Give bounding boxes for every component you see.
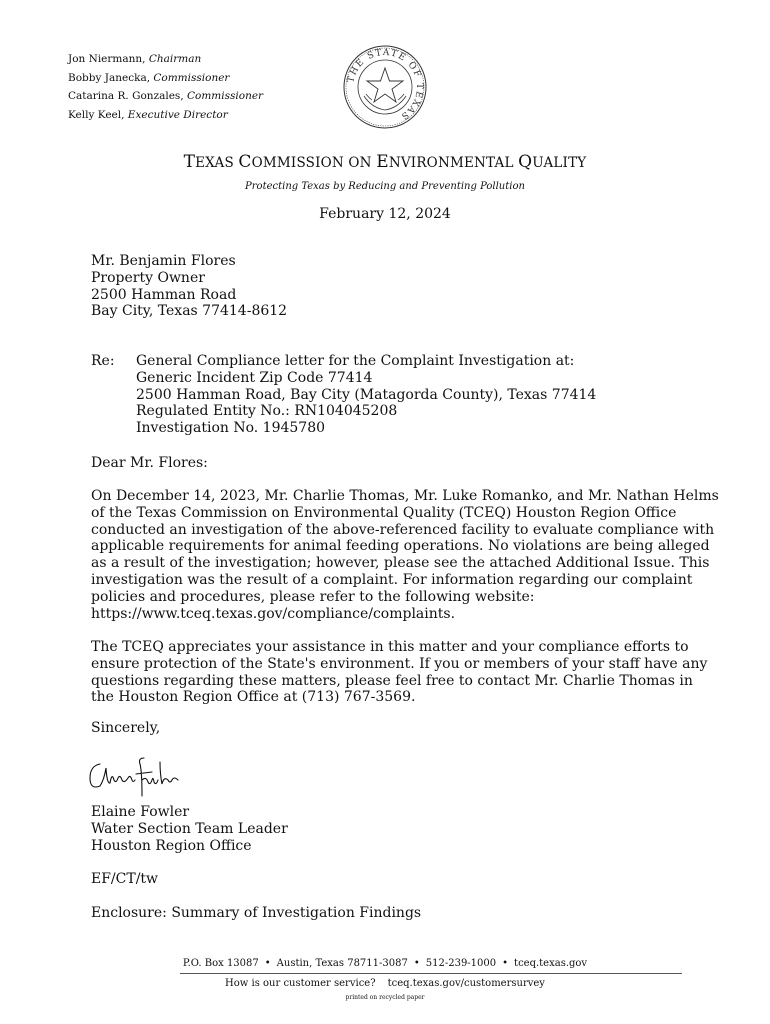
official-title: Executive Director: [127, 108, 228, 121]
agency-word: [518, 152, 586, 172]
paragraph-line: conducted an investigation of the above-referenced facility to evaluate compliance with: [91, 521, 715, 538]
salutation: Dear Mr. Flores:: [91, 455, 208, 471]
officials-list: [68, 50, 263, 124]
paragraph-line: as a result of the investigation; however, please see the attached Additional Issue. This: [91, 555, 710, 572]
bullet-separator: •: [264, 958, 271, 969]
agency-smallcaps: OMMISSION ON: [251, 155, 377, 171]
footer-divider: [180, 973, 682, 974]
handwritten-signature: [86, 750, 186, 800]
footer-survey: [0, 978, 770, 989]
texas-state-seal: [342, 44, 428, 130]
official-commissioner-1: [68, 69, 263, 88]
body-paragraph-2: [91, 639, 708, 706]
footer-website-link[interactable]: tceq.texas.gov: [514, 958, 588, 969]
recipient-role: Property Owner: [91, 269, 205, 286]
bullet-separator: •: [502, 958, 509, 969]
body-paragraph-1: [91, 488, 719, 622]
survey-prompt: How is our customer service?: [225, 978, 376, 989]
agency-word: [376, 152, 518, 172]
agency-initial: C: [238, 152, 252, 172]
signer-office: Houston Region Office: [91, 837, 252, 854]
recipient-address: [91, 253, 287, 320]
paragraph-line: policies and procedures, please refer to the following website:: [91, 588, 535, 605]
paragraph-line: The TCEQ appreciates your assistance in this matter and your compliance efforts to: [91, 639, 689, 655]
paragraph-line: ensure protection of the State's environment. If you or members of your staff have any: [91, 655, 708, 672]
agency-name: [0, 152, 770, 172]
signer-block: [91, 804, 288, 854]
paragraph-line: the Houston Region Office at (713) 767-3569.: [91, 689, 416, 706]
reference-initials: EF/CT/tw: [91, 871, 159, 887]
closing: Sincerely,: [91, 720, 161, 736]
footer-phone: 512-239-1000: [425, 958, 497, 969]
signer-title: Water Section Team Leader: [91, 820, 288, 837]
agency-word: [184, 152, 239, 172]
official-title: Chairman: [148, 53, 202, 65]
agency-initial: E: [376, 152, 389, 172]
survey-link[interactable]: tceq.texas.gov/customersurvey: [387, 978, 545, 989]
official-commissioner-2: [68, 87, 263, 106]
official-title: Commissioner: [153, 71, 230, 84]
letter-date: February 12, 2024: [319, 206, 451, 222]
official-name: Kelly Keel,: [68, 108, 128, 121]
official-chairman: [68, 50, 263, 69]
paragraph-line: investigation was the result of a complaint. For information regarding our complaint: [91, 571, 693, 588]
paragraph-line: questions regarding these matters, please feel free to contact Mr. Charlie Thomas in: [91, 672, 693, 689]
official-name: Catarina R. Gonzales,: [68, 90, 187, 102]
re-line: Generic Incident Zip Code 77414: [136, 369, 373, 386]
enclosure-note: Enclosure: Summary of Investigation Findings: [91, 905, 422, 921]
recipient-street: 2500 Hamman Road: [91, 286, 237, 303]
svg-text:THE STATE OF TEXAS: THE STATE OF TEXAS: [346, 47, 425, 122]
recycled-note: printed on recycled paper: [345, 994, 425, 1001]
complaints-link[interactable]: https://www.tceq.texas.gov/compliance/complaints.: [91, 605, 456, 622]
re-line: Regulated Entity No.: RN104045208: [136, 403, 398, 420]
footer-po-box: P.O. Box 13087: [182, 958, 259, 969]
official-name: Jon Niermann,: [68, 53, 149, 65]
paragraph-line: of the Texas Commission on Environmental Quality (TCEQ) Houston Region Office: [91, 504, 677, 521]
agency-initial: T: [183, 152, 196, 172]
agency-word: [238, 152, 376, 172]
agency-tagline: Protecting Texas by Reducing and Preventing Pollution: [245, 181, 525, 192]
agency-smallcaps: UALITY: [532, 155, 587, 171]
official-title: Commissioner: [187, 90, 264, 102]
paragraph-line: applicable requirements for animal feeding operations. No violations are being alleged: [91, 538, 710, 555]
agency-smallcaps: NVIRONMENTAL: [388, 155, 519, 171]
agency-initial: Q: [518, 152, 533, 172]
agency-smallcaps: EXAS: [195, 155, 239, 171]
official-executive-director: [68, 106, 263, 125]
re-label: Re:: [91, 353, 115, 369]
re-line: Investigation No. 1945780: [136, 420, 326, 437]
re-line: General Compliance letter for the Complaint Investigation at:: [136, 353, 575, 369]
signer-name: Elaine Fowler: [91, 804, 190, 820]
re-subject: [136, 353, 596, 437]
footer-city: Austin, Texas 78711-3087: [276, 958, 408, 969]
re-line: 2500 Hamman Road, Bay City (Matagorda County), Texas 77414: [136, 386, 597, 403]
official-name: Bobby Janecka,: [68, 71, 154, 84]
bullet-separator: •: [413, 958, 420, 969]
footer-address: [0, 958, 770, 969]
recipient-city: Bay City, Texas 77414-8612: [91, 303, 288, 320]
paragraph-line: On December 14, 2023, Mr. Charlie Thomas, Mr. Luke Romanko, and Mr. Nathan Helms: [91, 488, 719, 504]
recipient-name: Mr. Benjamin Flores: [91, 253, 236, 269]
